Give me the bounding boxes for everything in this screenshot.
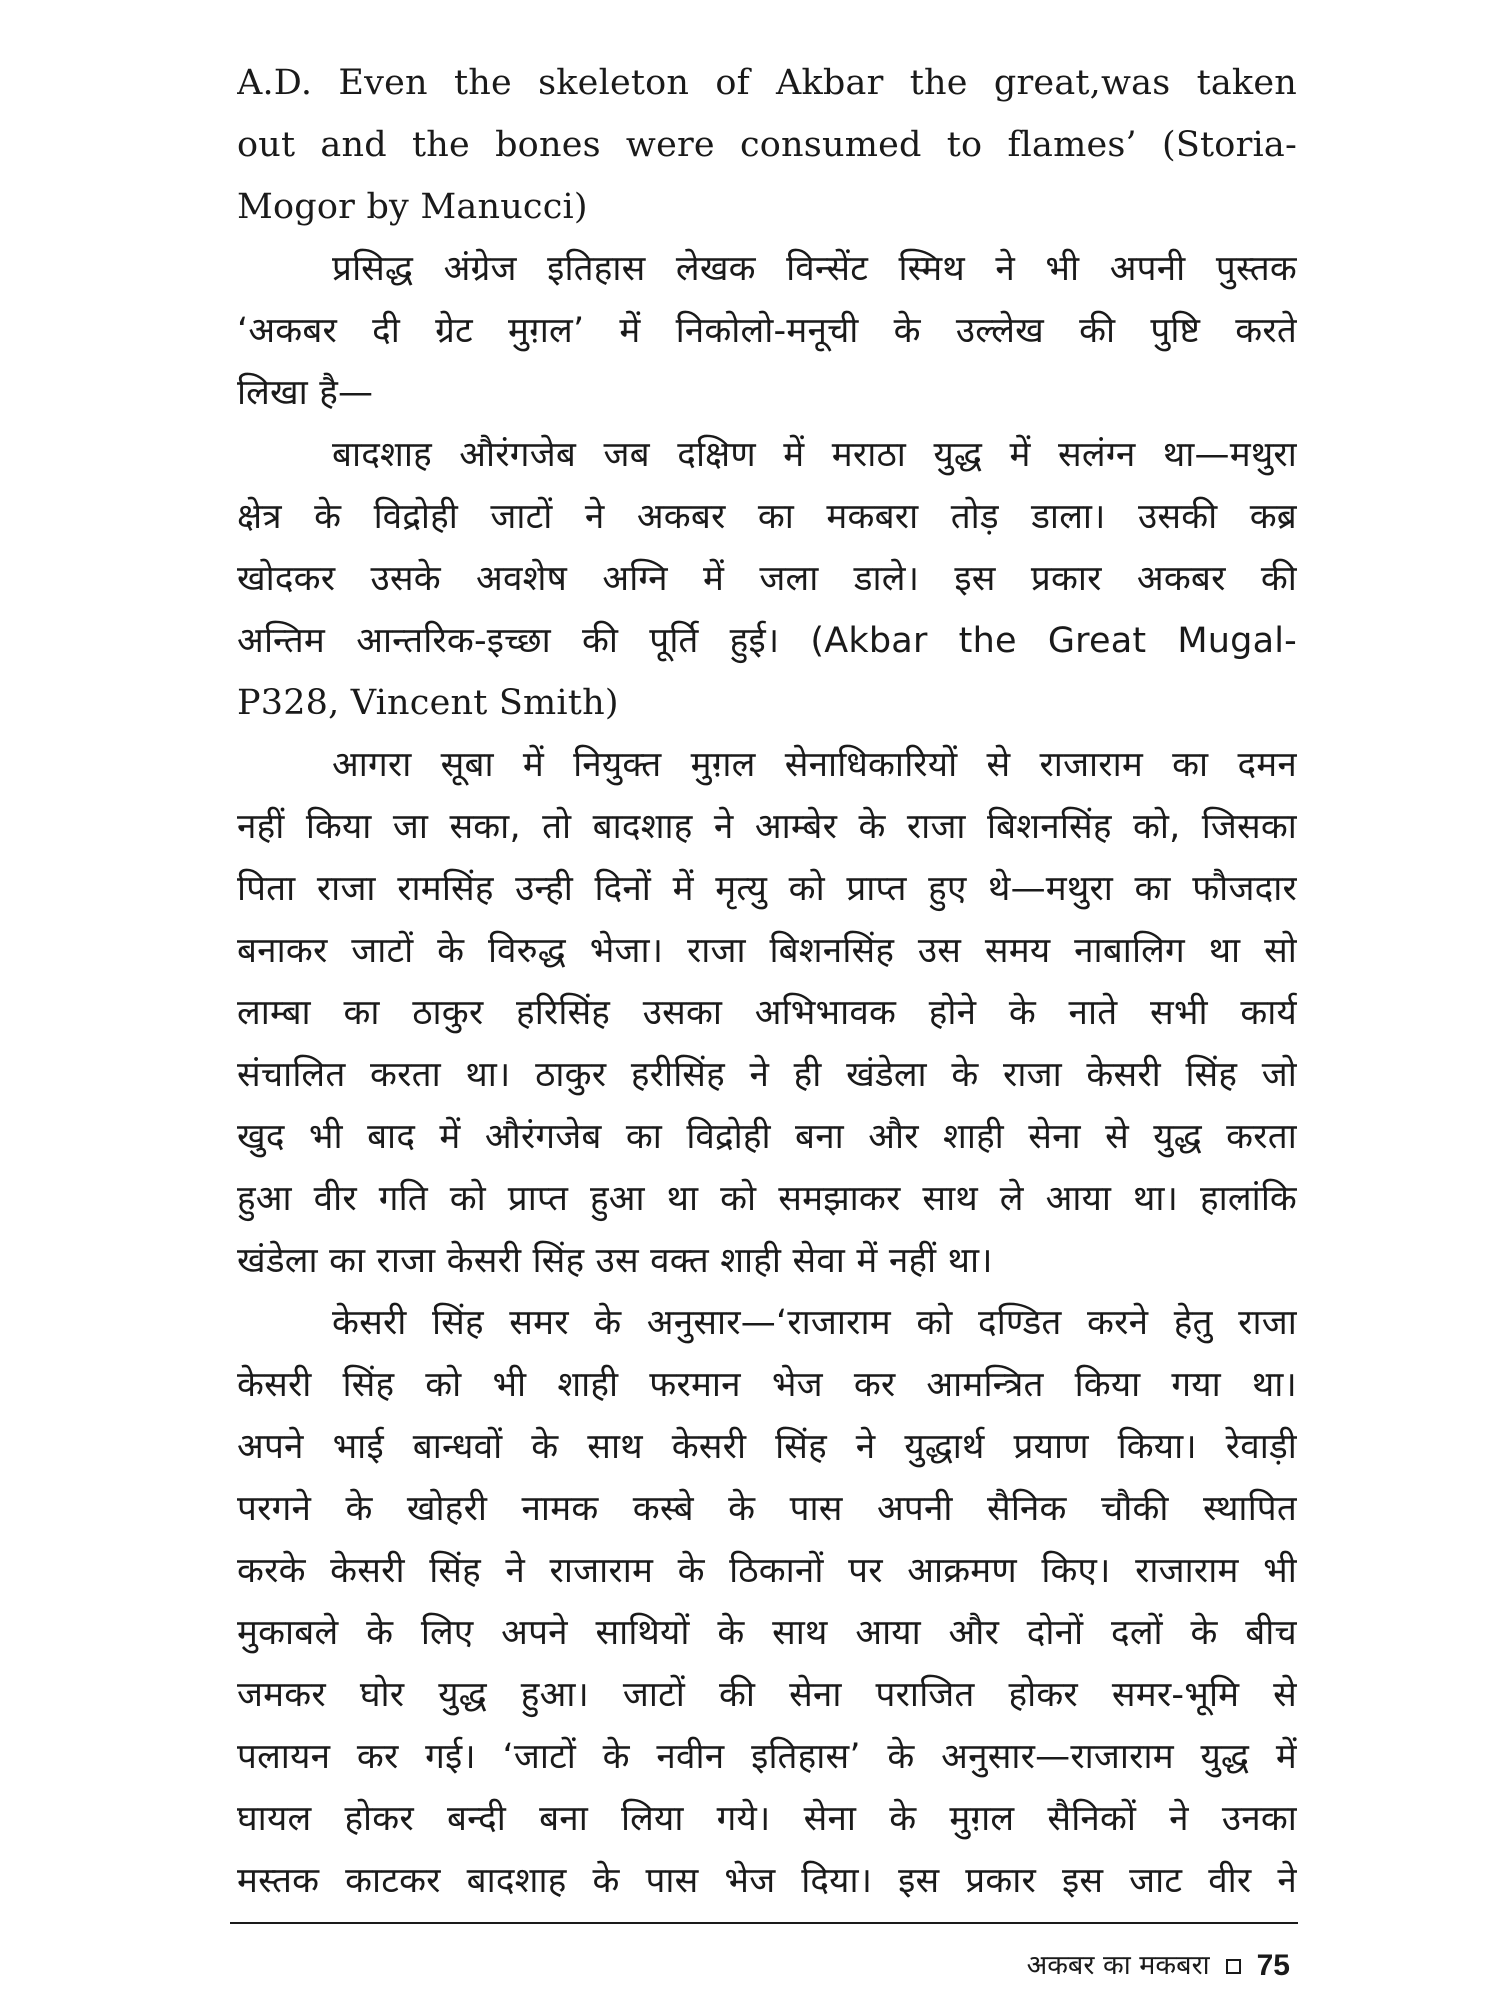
text-line: लाम्बा का ठाकुर हरिसिंह उसका अभिभावक होने के नाते सभी कार्य (237, 993, 1297, 1033)
paragraph-smith-quote (237, 424, 1297, 734)
text-line: अपने भाई बान्धवों के साथ केसरी सिंह ने युद्धार्थ प्रयाण किया। रेवाड़ी (237, 1427, 1297, 1467)
text-line: Mogor by Manucci) (237, 187, 588, 227)
text-line: लिखा है— (237, 373, 374, 413)
text-line: P328, Vincent Smith) (237, 683, 619, 723)
text-line: परगने के खोहरी नामक कस्बे के पास अपनी सैनिक चौकी स्थापित (237, 1489, 1297, 1529)
body-text (237, 52, 1297, 1912)
square-icon (1226, 1959, 1241, 1974)
text-line: घायल होकर बन्दी बना लिया गये। सेना के मुग़ल सैनिकों ने उनका (237, 1799, 1297, 1839)
paragraph-agra-suba (237, 734, 1297, 1292)
text-line: केसरी सिंह को भी शाही फरमान भेज कर आमन्त्रित किया गया था। (237, 1365, 1297, 1405)
text-line: बादशाह औरंगजेब जब दक्षिण में मराठा युद्ध में सलंग्न था—मथुरा (332, 435, 1297, 475)
text-line: हुआ वीर गति को प्राप्त हुआ था को समझाकर साथ ले आया था। हालांकि (237, 1179, 1297, 1219)
text-line: आगरा सूबा में नियुक्त मुग़ल सेनाधिकारियों से राजाराम का दमन (332, 745, 1297, 785)
text-line: ‘अकबर दी ग्रेट मुग़ल’ में निकोलो-मनूची के उल्लेख की पुष्टि करते (237, 311, 1297, 351)
text-line: out and the bones were consumed to flames’ (Storia- (237, 125, 1297, 165)
text-line: पिता राजा रामसिंह उन्ही दिनों में मृत्यु को प्राप्त हुए थे—मथुरा का फौजदार (237, 869, 1297, 909)
text-line: केसरी सिंह समर के अनुसार—‘राजाराम को दण्डित करने हेतु राजा (332, 1303, 1297, 1343)
paragraph-smith-intro (237, 238, 1297, 424)
text-line: क्षेत्र के विद्रोही जाटों ने अकबर का मकबरा तोड़ डाला। उसकी कब्र (237, 497, 1297, 537)
text-line: अन्तिम आन्तरिक-इच्छा की पूर्ति हुई। (Akbar the Great Mugal- (237, 621, 1297, 661)
page-number: 75 (1256, 1949, 1290, 1982)
text-line: खोदकर उसके अवशेष अग्नि में जला डाले। इस प्रकार अकबर की (237, 559, 1297, 599)
text-line: खुद भी बाद में औरंगजेब का विद्रोही बना और शाही सेना से युद्ध करता (237, 1117, 1297, 1157)
paragraph-quote-end (237, 52, 1297, 238)
text-line: संचालित करता था। ठाकुर हरीसिंह ने ही खंडेला के राजा केसरी सिंह जो (237, 1055, 1297, 1095)
text-line: A.D. Even the skeleton of Akbar the great,was taken (237, 63, 1297, 103)
text-line: पलायन कर गई। ‘जाटों के नवीन इतिहास’ के अनुसार—राजाराम युद्ध में (237, 1737, 1297, 1777)
text-line: करके केसरी सिंह ने राजाराम के ठिकानों पर आक्रमण किए। राजाराम भी (237, 1551, 1297, 1591)
running-title: अकबर का मकबरा (1026, 1950, 1210, 1981)
footer-divider (230, 1922, 1298, 1924)
paragraph-kesari-singh (237, 1292, 1297, 1912)
text-line: बनाकर जाटों के विरुद्ध भेजा। राजा बिशनसिंह उस समय नाबालिग था सो (237, 931, 1297, 971)
text-line: जमकर घोर युद्ध हुआ। जाटों की सेना पराजित होकर समर-भूमि से (237, 1675, 1297, 1715)
text-line: खंडेला का राजा केसरी सिंह उस वक्त शाही सेवा में नहीं था। (237, 1241, 993, 1281)
text-line: मस्तक काटकर बादशाह के पास भेज दिया। इस प्रकार इस जाट वीर ने (237, 1861, 1297, 1901)
text-line: नहीं किया जा सका, तो बादशाह ने आम्बेर के राजा बिशनसिंह को, जिसका (237, 807, 1297, 847)
text-line: प्रसिद्ध अंग्रेज इतिहास लेखक विन्सेंट स्मिथ ने भी अपनी पुस्तक (332, 249, 1297, 289)
text-line: मुकाबले के लिए अपने साथियों के साथ आया और दोनों दलों के बीच (237, 1613, 1297, 1653)
page-footer (1027, 1944, 1290, 1988)
